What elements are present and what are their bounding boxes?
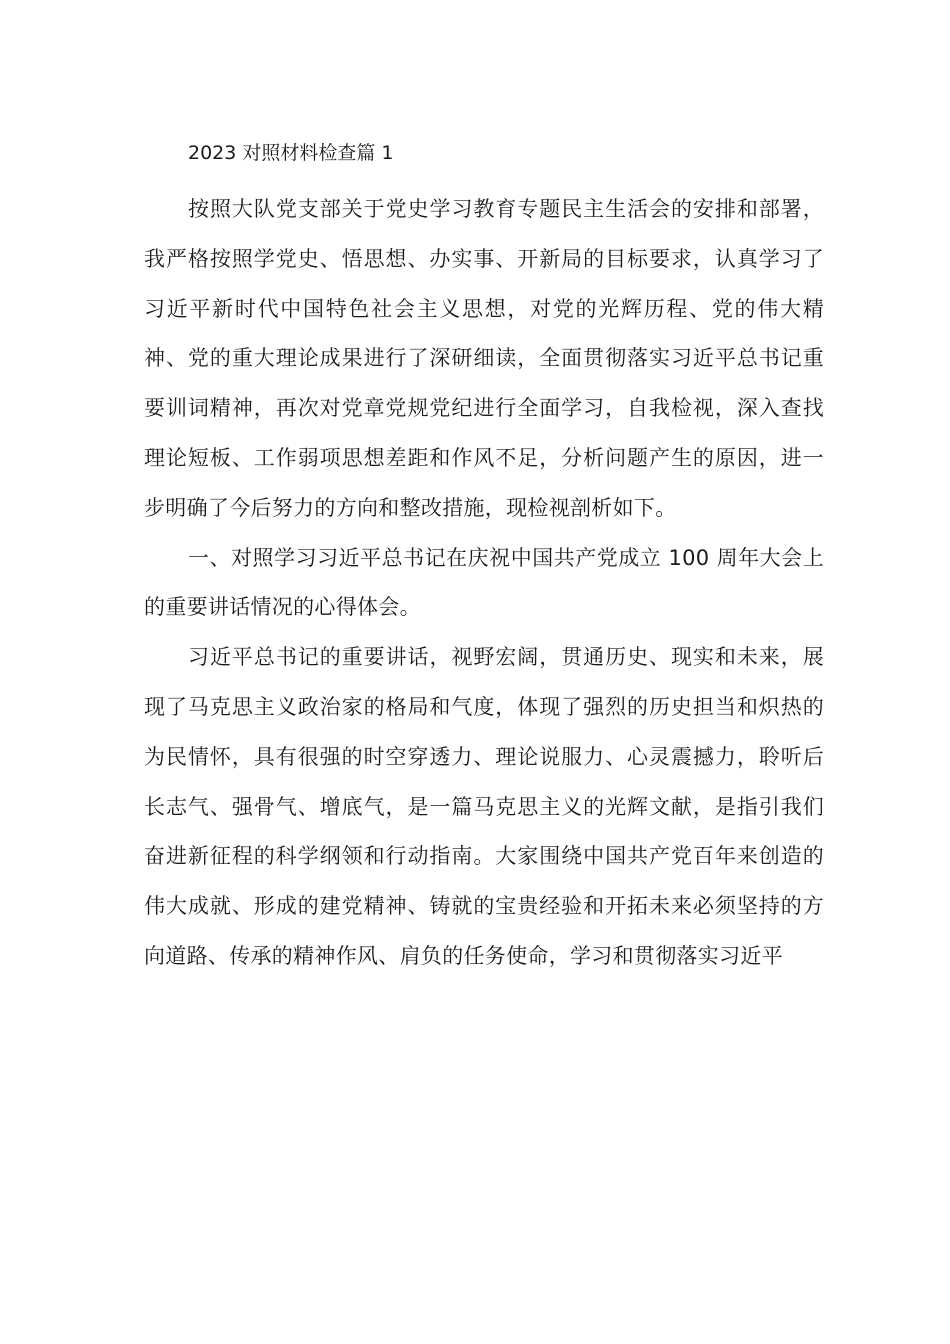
document-body	[144, 128, 824, 982]
paragraph-intro: 按照大队党支部关于党史学习教育专题民主生活会的安排和部署，我严格按照学党史、悟思想、办实事、开新局的目标要求，认真学习了习近平新时代中国特色社会主义思想，对党的光辉历程、党的伟大精神、党的重大理论成果进行了深研细读，全面贯彻落实习近平总书记重要训词精神，再次对党章党规党纪进行全面学习，自我检视，深入查找理论短板、工作弱项思想差距和作风不足，分析问题产生的原因，进一步明确了今后努力的方向和整改措施，现检视剖析如下。	[144, 197, 824, 520]
document-title: 2023 对照材料检查篇 1	[188, 142, 394, 164]
paragraph-section-heading: 一、对照学习习近平总书记在庆祝中国共产党成立 100 周年大会上的重要讲话情况的心得体会。	[144, 545, 824, 620]
paragraph-speech-reflection: 习近平总书记的重要讲话，视野宏阔，贯通历史、现实和未来，展现了马克思主义政治家的格局和气度，体现了强烈的历史担当和炽热的为民情怀，具有很强的时空穿透力、理论说服力、心灵震撼力，聆听后长志气、强骨气、增底气，是一篇马克思主义的光辉文献，是指引我们奋进新征程的科学纲领和行动指南。大家围绕中国共产党百年来创造的伟大成就、形成的建党精神、铸就的宝贵经验和开拓未来必须坚持的方向道路、传承的精神作风、肩负的任务使命，学习和贯彻落实习近平	[144, 645, 824, 968]
